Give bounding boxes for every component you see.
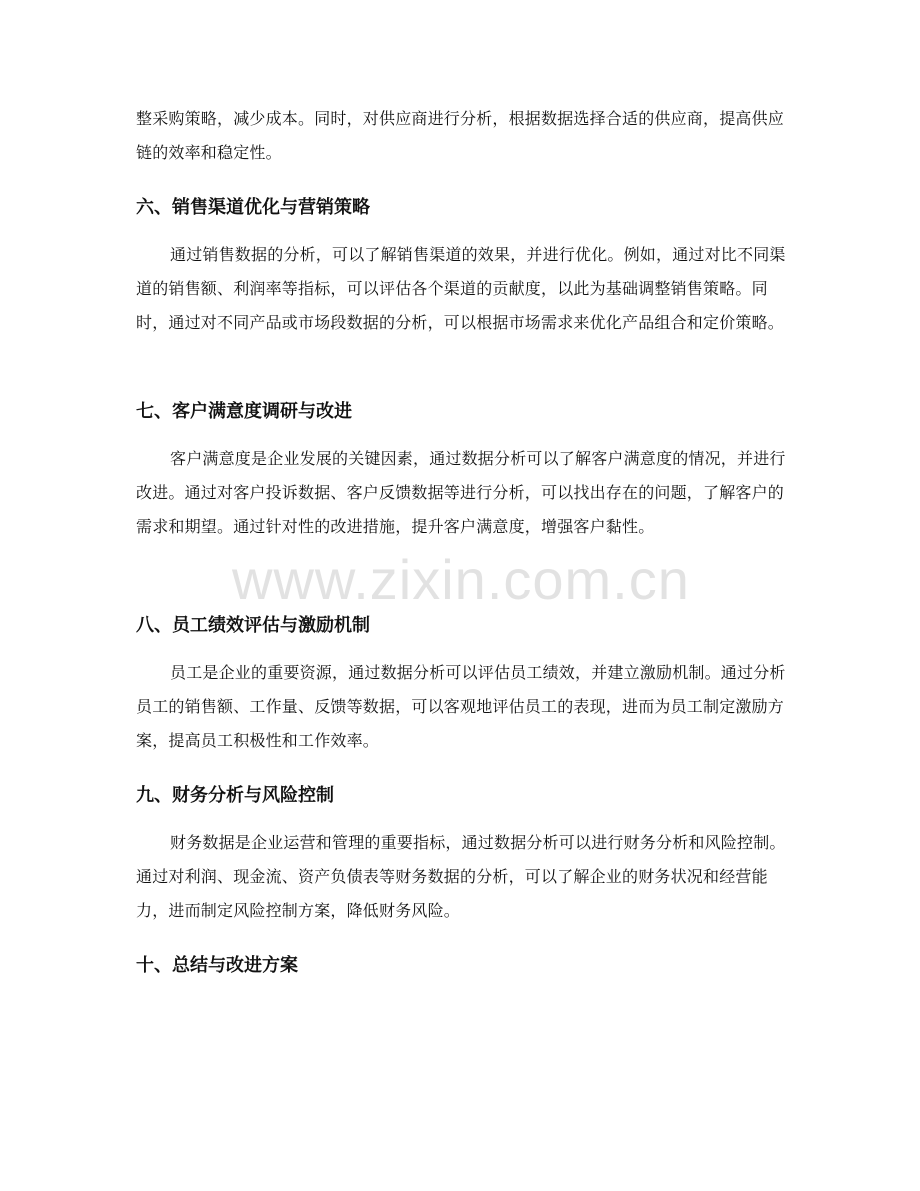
section-body-7: 客户满意度是企业发展的关键因素，通过数据分析可以了解客户满意度的情况，并进行改进。通过对客户投诉数据、客户反馈数据等进行分析，可以找出存在的问题，了解客户的需求和期望。通过针对性的改进措施，提升客户满意度，增强客户黏性。 xyxy=(136,449,786,536)
intro-paragraph: 整采购策略，减少成本。同时，对供应商进行分析，根据数据选择合适的供应商，提高供应链的效率和稳定性。 xyxy=(136,109,785,162)
section-heading-8: 八、员工绩效评估与激励机制 xyxy=(136,615,370,636)
section-heading-10: 十、总结与改进方案 xyxy=(136,955,298,976)
section-body-8: 员工是企业的重要资源，通过数据分析可以评估员工绩效，并建立激励机制。通过分析员工的销售额、工作量、反馈等数据，可以客观地评估员工的表现，进而为员工制定激励方案，提高员工积极性和工作效率。 xyxy=(136,663,786,750)
watermark: www.zixin.com.cn xyxy=(232,548,690,611)
section-heading-9: 九、财务分析与风险控制 xyxy=(136,785,334,806)
section-body-6: 通过销售数据的分析，可以了解销售渠道的效果，并进行优化。例如，通过对比不同渠道的销售额、利润率等指标，可以评估各个渠道的贡献度，以此为基础调整销售策略。同时，通过对不同产品或市场段数据的分析，可以根据市场需求来优化产品组合和定价策略。 xyxy=(136,245,786,332)
section-body-9: 财务数据是企业运营和管理的重要指标，通过数据分析可以进行财务分析和风险控制。通过对利润、现金流、资产负债表等财务数据的分析，可以了解企业的财务状况和经营能力，进而制定风险控制方案，降低财务风险。 xyxy=(136,833,786,920)
section-heading-6: 六、销售渠道优化与营销策略 xyxy=(136,197,370,218)
section-heading-7: 七、客户满意度调研与改进 xyxy=(136,401,352,422)
